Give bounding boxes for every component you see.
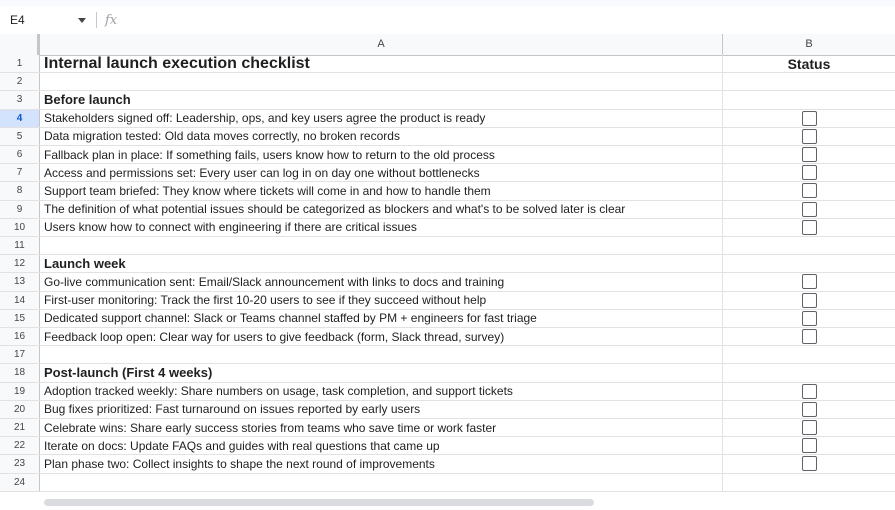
- cell-b[interactable]: [723, 346, 895, 363]
- cell-b[interactable]: [723, 437, 895, 454]
- row-number[interactable]: 15: [0, 310, 40, 327]
- cell-b[interactable]: [723, 110, 895, 127]
- checklist-item-text: Fallback plan in place: If something fails, users know how to return to the old process: [44, 147, 495, 162]
- formula-bar: [0, 6, 895, 35]
- cell-a[interactable]: [40, 146, 723, 163]
- table-row: [0, 255, 895, 273]
- cell-b[interactable]: [723, 292, 895, 309]
- table-row: [0, 383, 895, 401]
- table-row: [0, 91, 895, 109]
- section-heading: Launch week: [44, 256, 126, 272]
- cell-a[interactable]: [40, 292, 723, 309]
- row-number[interactable]: 3: [0, 91, 40, 108]
- column-header-a[interactable]: A: [40, 34, 723, 55]
- cell-b[interactable]: [723, 164, 895, 181]
- table-row: [0, 474, 895, 492]
- checklist-item-text: Plan phase two: Collect insights to shape the next round of improvements: [44, 456, 435, 471]
- cell-a[interactable]: [40, 437, 723, 454]
- cell-b[interactable]: [723, 455, 895, 472]
- row-number[interactable]: 13: [0, 273, 40, 290]
- checklist-item-text: Adoption tracked weekly: Share numbers on usage, task completion, and support tickets: [44, 384, 513, 399]
- row-number[interactable]: 16: [0, 328, 40, 345]
- cell-b[interactable]: [723, 401, 895, 418]
- cell-a[interactable]: [40, 273, 723, 290]
- row-number[interactable]: 23: [0, 455, 40, 472]
- cell-a[interactable]: [40, 310, 723, 327]
- cell-a[interactable]: [40, 128, 723, 145]
- table-row: [0, 146, 895, 164]
- status-checkbox[interactable]: [802, 293, 817, 308]
- checklist-item-text: Dedicated support channel: Slack or Teams channel staffed by PM + engineers for fast triage: [44, 311, 537, 326]
- cell-b[interactable]: [723, 55, 895, 72]
- status-checkbox[interactable]: [802, 420, 817, 435]
- checklist-item-text: Data migration tested: Old data moves correctly, no broken records: [44, 129, 400, 144]
- row-number[interactable]: 19: [0, 383, 40, 400]
- cell-a[interactable]: [40, 201, 723, 218]
- table-row: [0, 346, 895, 364]
- cell-a[interactable]: [40, 110, 723, 127]
- table-row: [0, 401, 895, 419]
- cell-a[interactable]: [40, 383, 723, 400]
- checklist-item-text: Go-live communication sent: Email/Slack announcement with links to docs and training: [44, 274, 505, 289]
- row-number[interactable]: 11: [0, 237, 40, 254]
- status-checkbox[interactable]: [802, 311, 817, 326]
- row-number[interactable]: 6: [0, 146, 40, 163]
- cell-b[interactable]: [723, 255, 895, 272]
- checklist-item-text: Bug fixes prioritized: Fast turnaround on issues reported by early users: [44, 402, 421, 417]
- cell-a[interactable]: [40, 474, 723, 491]
- status-checkbox[interactable]: [802, 111, 817, 126]
- row-number[interactable]: 21: [0, 419, 40, 436]
- row-number[interactable]: 22: [0, 437, 40, 454]
- fx-icon: fx: [105, 12, 118, 28]
- status-header: Status: [787, 55, 831, 72]
- cell-a[interactable]: [40, 364, 723, 381]
- row-number[interactable]: 7: [0, 164, 40, 181]
- checklist-item-text: Support team briefed: They know where tickets will come in and how to handle them: [44, 183, 491, 198]
- cell-a[interactable]: [40, 455, 723, 472]
- status-checkbox[interactable]: [802, 456, 817, 471]
- row-number[interactable]: 1: [0, 55, 40, 72]
- checklist-item-text: Iterate on docs: Update FAQs and guides with real questions that came up: [44, 438, 440, 453]
- checklist-item-text: First-user monitoring: Track the first 10-20 users to see if they succeed without help: [44, 293, 487, 308]
- table-row: [0, 328, 895, 346]
- row-number[interactable]: 14: [0, 292, 40, 309]
- cell-b[interactable]: [723, 73, 895, 90]
- cell-b[interactable]: [723, 310, 895, 327]
- cell-b[interactable]: [723, 419, 895, 436]
- row-number[interactable]: 12: [0, 255, 40, 272]
- cell-b[interactable]: [723, 237, 895, 254]
- section-heading: Post-launch (First 4 weeks): [44, 365, 213, 381]
- cell-a[interactable]: [40, 73, 723, 90]
- horizontal-scrollbar[interactable]: [44, 499, 594, 506]
- spreadsheet-grid: [0, 34, 895, 510]
- checklist-item-text: The definition of what potential issues should be categorized as blockers and what's to be solved later is clear: [44, 202, 626, 217]
- cell-a[interactable]: [40, 219, 723, 236]
- status-checkbox[interactable]: [802, 129, 817, 144]
- status-checkbox[interactable]: [802, 384, 817, 399]
- cell-b[interactable]: [723, 146, 895, 163]
- table-row: [0, 310, 895, 328]
- cell-a[interactable]: [40, 401, 723, 418]
- table-row: [0, 73, 895, 91]
- table-row: [0, 437, 895, 455]
- row-number[interactable]: 17: [0, 346, 40, 363]
- cell-a[interactable]: [40, 255, 723, 272]
- checklist-item-text: Feedback loop open: Clear way for users to give feedback (form, Slack thread, survey): [44, 329, 505, 344]
- status-checkbox[interactable]: [802, 147, 817, 162]
- table-row: [0, 419, 895, 437]
- checklist-item-text: Users know how to connect with engineering if there are critical issues: [44, 220, 417, 235]
- column-header-b[interactable]: B: [805, 38, 813, 50]
- cell-b[interactable]: [723, 182, 895, 199]
- checklist-item-text: Access and permissions set: Every user can log in on day one without bottlenecks: [44, 165, 480, 180]
- table-row: [0, 219, 895, 237]
- chevron-down-icon[interactable]: [78, 18, 86, 23]
- formula-divider: [96, 12, 97, 28]
- table-row: [0, 110, 895, 128]
- checklist-item-text: Celebrate wins: Share early success stories from teams who save time or work faster: [44, 420, 497, 435]
- cell-b[interactable]: [723, 128, 895, 145]
- status-checkbox[interactable]: [802, 329, 817, 344]
- table-row: [0, 201, 895, 219]
- status-checkbox[interactable]: [802, 220, 817, 235]
- section-heading: Before launch: [44, 92, 131, 108]
- cell-a[interactable]: [40, 328, 723, 345]
- status-checkbox[interactable]: [802, 183, 817, 198]
- row-number[interactable]: 10: [0, 219, 40, 236]
- status-checkbox[interactable]: [802, 438, 817, 453]
- cell-b[interactable]: [723, 328, 895, 345]
- status-checkbox[interactable]: [802, 202, 817, 217]
- cell-a[interactable]: [40, 419, 723, 436]
- sheet-title: Internal launch execution checklist: [44, 55, 310, 72]
- row-number[interactable]: 24: [0, 474, 40, 491]
- row-number[interactable]: 9: [0, 201, 40, 218]
- name-box[interactable]: E4: [10, 13, 25, 27]
- row-number[interactable]: 20: [0, 401, 40, 418]
- select-all-corner[interactable]: [0, 34, 40, 55]
- cell-a[interactable]: [40, 55, 723, 72]
- table-row: [0, 128, 895, 146]
- cell-a[interactable]: [40, 164, 723, 181]
- status-checkbox[interactable]: [802, 165, 817, 180]
- table-row: [0, 55, 895, 73]
- cell-b[interactable]: [723, 219, 895, 236]
- status-checkbox[interactable]: [802, 402, 817, 417]
- cell-b[interactable]: [723, 364, 895, 381]
- cell-a[interactable]: [40, 237, 723, 254]
- checklist-item-text: Stakeholders signed off: Leadership, ops, and key users agree the product is ready: [44, 111, 486, 126]
- table-row: [0, 455, 895, 473]
- cell-a[interactable]: [40, 346, 723, 363]
- cell-b[interactable]: [723, 383, 895, 400]
- cell-b[interactable]: [723, 273, 895, 290]
- cell-b[interactable]: [723, 474, 895, 491]
- table-row: [0, 292, 895, 310]
- row-number[interactable]: 5: [0, 128, 40, 145]
- table-row: [0, 364, 895, 382]
- cell-a[interactable]: [40, 182, 723, 199]
- table-row: [0, 237, 895, 255]
- cell-a[interactable]: [40, 91, 723, 108]
- table-row: [0, 164, 895, 182]
- cell-b[interactable]: [723, 91, 895, 108]
- row-number[interactable]: 2: [0, 73, 40, 90]
- column-header-row: [0, 34, 895, 56]
- status-checkbox[interactable]: [802, 274, 817, 289]
- row-number[interactable]: 4: [0, 110, 40, 127]
- table-row: [0, 273, 895, 291]
- table-row: [0, 182, 895, 200]
- row-number[interactable]: 8: [0, 182, 40, 199]
- cell-b[interactable]: [723, 201, 895, 218]
- row-number[interactable]: 18: [0, 364, 40, 381]
